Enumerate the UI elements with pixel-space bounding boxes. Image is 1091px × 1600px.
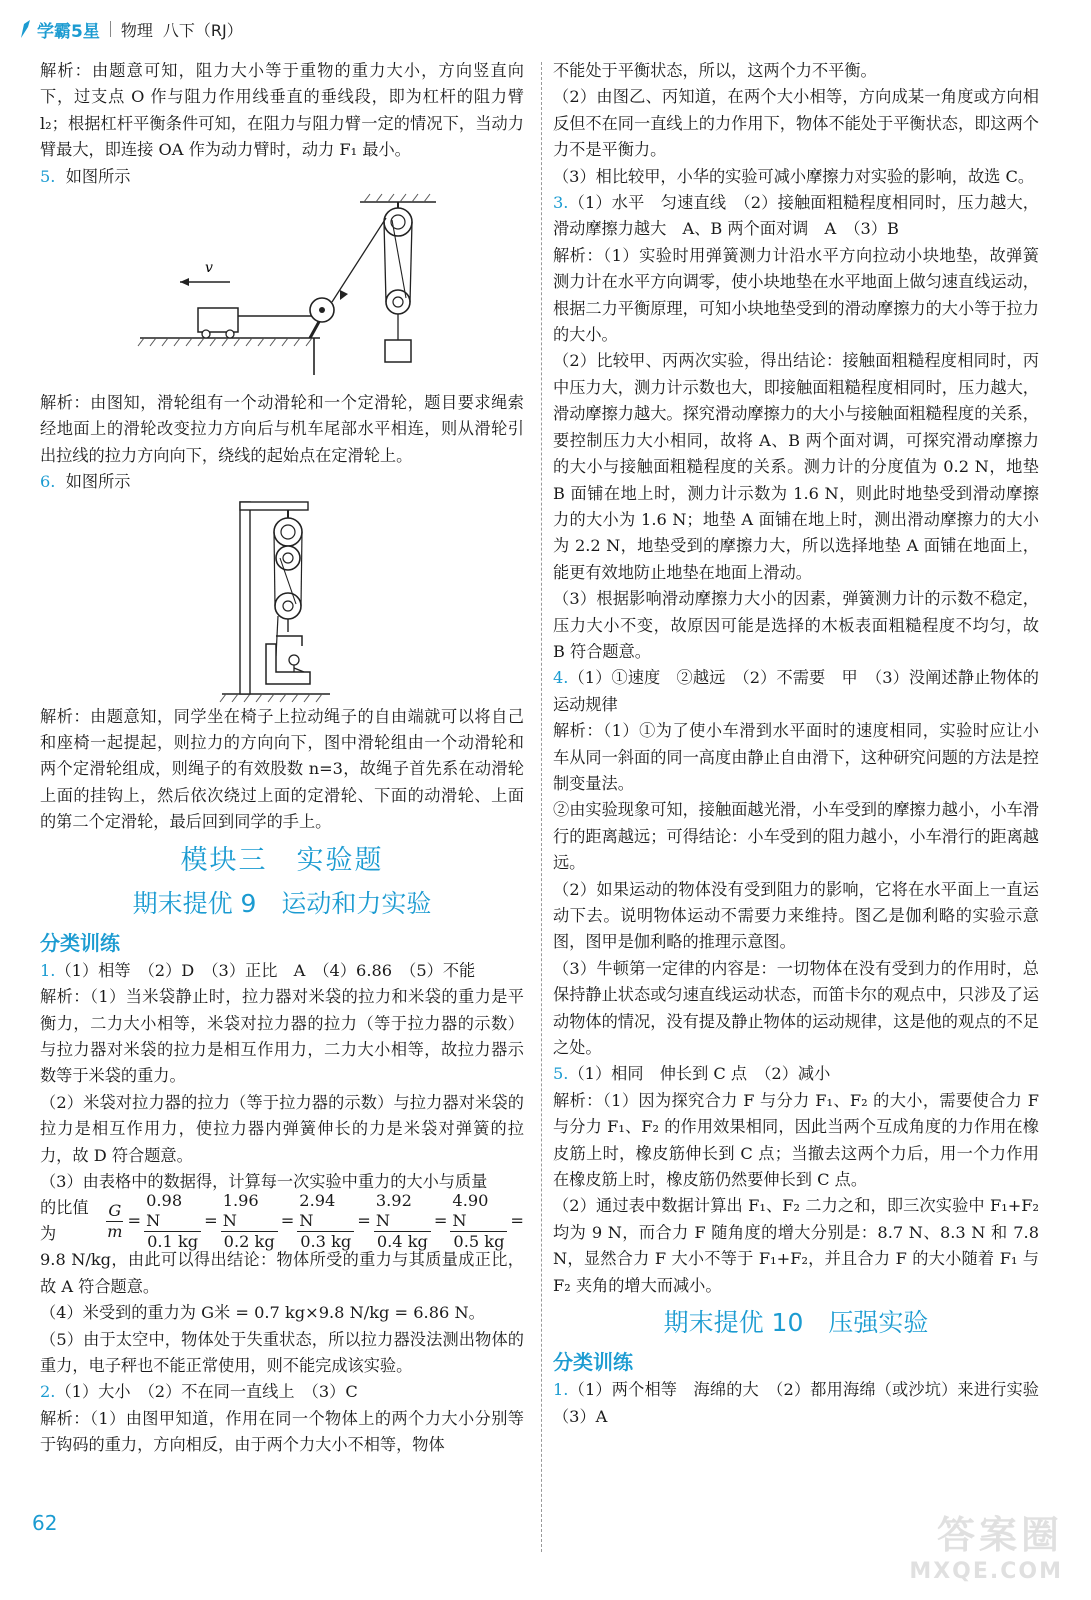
- answer-line: [40, 1379, 524, 1405]
- analysis-paragraph: 解析：由题意知，同学坐在椅子上拉动绳子的自由端就可以将自己和座椅一起提起，则拉力的方向向下，图中滑轮组由一个动滑轮和两个定滑轮组成，则绳子的有效股数 n=3，故绳子首先系在动滑轮上面的挂钩上，然后依次绕过上面的定滑轮、下面的动滑轮、上面的第二个定滑轮，最后回到同学的手上。: [40, 706, 524, 832]
- right-column: [553, 58, 1056, 1430]
- car-wheel: [226, 330, 234, 338]
- analysis-paragraph: 9.8 N/kg，由此可以得出结论：物体所受的重力与其质量成正比，故 A 符合题意。: [40, 1250, 524, 1296]
- question-number: 5.: [553, 1064, 569, 1084]
- analysis-paragraph: （2）米袋对拉力器的拉力（等于拉力器的示数）与拉力器对米袋的拉力是相互作用力，使拉力器内弹簧伸长的力是米袋对弹簧的拉力，故 D 符合题意。: [40, 1092, 524, 1165]
- analysis-paragraph: （3）牛顿第一定律的内容是：一切物体在没有受到力的作用时，总保持静止状态或匀速直线运动状态，而笛卡尔的观点中，只涉及了运动物体的情况，没有提及静止物体的运动规律，这是他的观点的不足之处。: [553, 958, 1039, 1058]
- analysis-paragraph: （2）如果运动的物体没有受到阻力的影响，它将在水平面上一直运动下去。说明物体运动不需要力来维持。图乙是伽利略的实验示意图，图甲是伽利略的推理示意图。: [553, 879, 1039, 952]
- answer-text: （1）两个相等 海绵的大 （2）都用海绵（或沙坑）来进行实验 （3）A: [553, 1380, 1056, 1426]
- section-title: 期末提优 9 运动和力实验: [132, 888, 432, 918]
- rope: [301, 532, 302, 606]
- rope: [332, 218, 386, 302]
- weight-block: [385, 340, 411, 362]
- answer-text: （1）相等 （2）D （3）正比 A （4）6.86 （5）不能: [55, 960, 476, 980]
- analysis-paragraph: 不能处于平衡状态，所以，这两个力不平衡。: [553, 61, 877, 80]
- header-subject: 物理: [120, 20, 153, 40]
- question-text: 如图所示: [65, 166, 131, 186]
- chair: [266, 644, 310, 684]
- analysis-paragraph: 解析：（1）由图甲知道，作用在同一个物体上的两个力大小分别等于钩码的重力，方向相反，由于两个力大小不相等，物体: [40, 1408, 524, 1455]
- answer-line: [40, 958, 524, 984]
- header-grade: 八下（RJ）: [162, 20, 243, 40]
- analysis-paragraph: 解析：（1）因为探究合力 F 与分力 F₁、F₂ 的大小，需要使合力 F 与分力 F₁、F₂ 的作用效果相同，因此当两个互成角度的力作用在橡皮筋上时，橡皮筋伸长到 C 点；当撤去这两个力后，用一个力作用在橡皮筋上时，橡皮筋仍然要伸长到 C 点。: [553, 1090, 1039, 1190]
- pencil-icon: [18, 18, 34, 40]
- rope: [384, 222, 386, 302]
- header-divider: [110, 21, 111, 37]
- question-5: [40, 164, 524, 190]
- question-6: [40, 469, 524, 495]
- chair-hook: [276, 636, 302, 646]
- fraction: $\frac{2.94 N}{0.3 kg}$: [297, 1191, 354, 1252]
- figure-6-pulley-chair: [40, 496, 524, 704]
- figure-5-pulley-car: [40, 190, 524, 390]
- answer-text: （1）①速度 ②越远 （2）不需要 甲 （3）没阐述静止物体的运动规律: [553, 668, 1039, 714]
- analysis-paragraph: （2）通过表中数据计算出 F₁、F₂ 二力之和，即三次实验中 F₁+F₂ 均为 9 N，而合力 F 随角度的增大分别是：8.7 N、8.3 N 和 7.8 N，显然合力 F 大小不等于 F₁+F₂，并且合力 F 的大小随着 F₁ 与 F₂ 夹角的增大而减小。: [553, 1196, 1039, 1295]
- ratio-prefix: 的比值为: [40, 1197, 89, 1244]
- answer-line: [553, 1377, 1056, 1430]
- analysis-paragraph: （3）根据影响滑动摩擦力大小的因素，弹簧测力计的示数不稳定，压力大小不变，故原因可能是选择的木板表面粗糙程度不均匀，故 B 符合题意。: [553, 589, 1039, 661]
- module-title: 模块三 实验题: [180, 844, 384, 876]
- watermark-logo: 答案圈: [936, 1513, 1063, 1557]
- question-number: 2.: [40, 1382, 56, 1402]
- question-number: 5.: [40, 166, 56, 186]
- analysis-paragraph: ②由实验现象可知，接触面越光滑，小车受到的摩擦力越小，小车滑行的距离越远；可得结论：小车受到的阻力越小，小车滑行的距离越远。: [553, 800, 1039, 873]
- car-body: [198, 308, 238, 332]
- analysis-paragraph: 解析：（1）①为了使小车滑到水平面时的速度相同，实验时应让小车从同一斜面的同一高度由静止自由滑下，这种研究问题的方法是控制变量法。: [553, 721, 1039, 793]
- subsection-title: 分类训练: [40, 930, 120, 955]
- question-number: 1.: [553, 1380, 569, 1400]
- answer-line: [553, 1061, 1039, 1087]
- answer-line: [553, 665, 1039, 718]
- fraction: $\frac{1.96 N}{0.2 kg}$: [221, 1191, 278, 1252]
- left-column: [40, 58, 524, 1459]
- rope: [410, 222, 412, 302]
- analysis-paragraph: 解析：由题意可知，阻力大小等于重物的重力大小，方向竖直向下，过支点 O 作与阻力作用线垂直的垂线段，即为杠杆的阻力臂 l₂；根据杠杆平衡条件可知，在阻力与阻力臂一定的情况下，当动力臂最大，即连接 OA 作为动力臂时，动力 F₁ 最小。: [40, 61, 524, 160]
- fraction-g-m: $\frac{G}{m}$: [107, 1200, 123, 1241]
- question-number: 3.: [553, 193, 569, 213]
- subsection-title: 分类训练: [553, 1350, 633, 1375]
- watermark-url: MXQE.COM: [909, 1559, 1063, 1584]
- question-number: 6.: [40, 472, 56, 492]
- analysis-paragraph: 解析：由图知，滑轮组有一个动滑轮和一个定滑轮，题目要求绳索经地面上的滑轮改变拉力方向后与机车尾部水平相连，则从滑轮引出拉线的拉力方向向下，绕线的起始点在定滑轮上。: [40, 393, 524, 465]
- analysis-paragraph: 解析：（1）当米袋静止时，拉力器对米袋的拉力和米袋的重力是平衡力，二力大小相等，米袋对拉力器的拉力（等于拉力器的示数）与拉力器对米袋的拉力是相互作用力，二力大小相等，故拉力器示数等于米袋的重力。: [40, 987, 524, 1086]
- question-number: 4.: [553, 668, 569, 688]
- watermark: [909, 1504, 1063, 1584]
- question-text: 如图所示: [65, 472, 131, 492]
- analysis-paragraph: （5）由于太空中，物体处于失重状态，所以拉力器没法测出物体的重力，电子秤也不能正常使用，则不能完成该实验。: [40, 1329, 524, 1375]
- analysis-paragraph: （3）由表格中的数据得，计算每一次实验中重力的大小与质量: [40, 1171, 488, 1191]
- page-header: [18, 14, 243, 44]
- car-wheel: [202, 330, 210, 338]
- column-divider: [541, 62, 542, 1552]
- ratio-equation: 的比值为 $\frac{G}{m}$ = $\frac{0.98 N}{0.1 kg}$ = $\frac{1.96 N}{0.2 kg}$ = $\frac{2.94 N}{0.3 kg}$ = $\frac{3.92 N}{0.4 kg}$ = $\frac{4.90 N}{0.5 kg}$ =: [40, 1190, 524, 1251]
- question-number: 1.: [40, 960, 56, 980]
- rope: [274, 532, 275, 606]
- answer-text: （1）水平 匀速直线 （2）接触面粗糙程度相同时，压力越大，滑动摩擦力越大 A、B 两个面对调 A （3）B: [553, 193, 1039, 239]
- analysis-paragraph: （2）由图乙、丙知道，在两个大小相等，方向成某一角度或方向相反但不在同一直线上的力作用下，物体不能处于平衡状态，即这两个力不是平衡力。: [553, 87, 1039, 160]
- section-title: 期末提优 10 压强实验: [663, 1308, 929, 1338]
- stand-arm: [240, 502, 308, 510]
- analysis-paragraph: （4）米受到的重力为 G米 = 0.7 kg×9.8 N/kg = 6.86 N。: [40, 1303, 485, 1323]
- fraction: $\frac{4.90 N}{0.5 kg}$: [450, 1191, 507, 1252]
- brand-logo: [18, 17, 100, 42]
- velocity-label: v: [205, 260, 213, 277]
- answer-text: （1）大小 （2）不在同一直线上 （3）C: [55, 1382, 358, 1402]
- answer-line: [553, 190, 1039, 243]
- answer-text: （1）相同 伸长到 C 点 （2）减小: [568, 1064, 831, 1084]
- stand-pole: [240, 502, 250, 694]
- analysis-paragraph: 解析：（1）实验时用弹簧测力计沿水平方向拉动小块地垫，故弹簧测力计在水平方向调零，使小块地垫在水平地面上做匀速直线运动，根据二力平衡原理，可知小块地垫受到的滑动摩擦力的大小等于拉力的大小。: [553, 245, 1039, 345]
- analysis-paragraph: （2）比较甲、丙两次实验，得出结论：接触面粗糙程度相同时，丙中压力大，测力计示数也大，即接触面粗糙程度相同时，压力越大，滑动摩擦力越大。探究滑动摩擦力的大小与接触面粗糙程度的关系，要控制压力大小相同，故将 A、B 两个面对调，可探究滑动摩擦力的大小与接触面粗糙程度的关系。测力计的分度值为 0.2 N，地垫 B 面铺在地上时，测力计示数为 1.6 N，则此时地垫受到滑动摩擦力的大小为 1.6 N；地垫 A 面铺在地上时，测出滑动摩擦力的大小为 2.2 N，地垫受到的摩擦力大，所以选择地垫 A 面铺在地面上，能更有效地防止地垫在地面上滑动。: [553, 351, 1039, 582]
- person-head: [289, 655, 299, 665]
- fraction: $\frac{0.98 N}{0.1 kg}$: [144, 1191, 201, 1252]
- pulley-mount: [310, 320, 320, 338]
- analysis-paragraph: （3）相比较甲，小华的实验可减小摩擦力对实验的影响，故选 C。: [553, 166, 1035, 186]
- fraction: $\frac{3.92 N}{0.4 kg}$: [374, 1191, 431, 1252]
- page-number: 62: [32, 1511, 58, 1535]
- brand-name: 学霸5星: [37, 21, 100, 42]
